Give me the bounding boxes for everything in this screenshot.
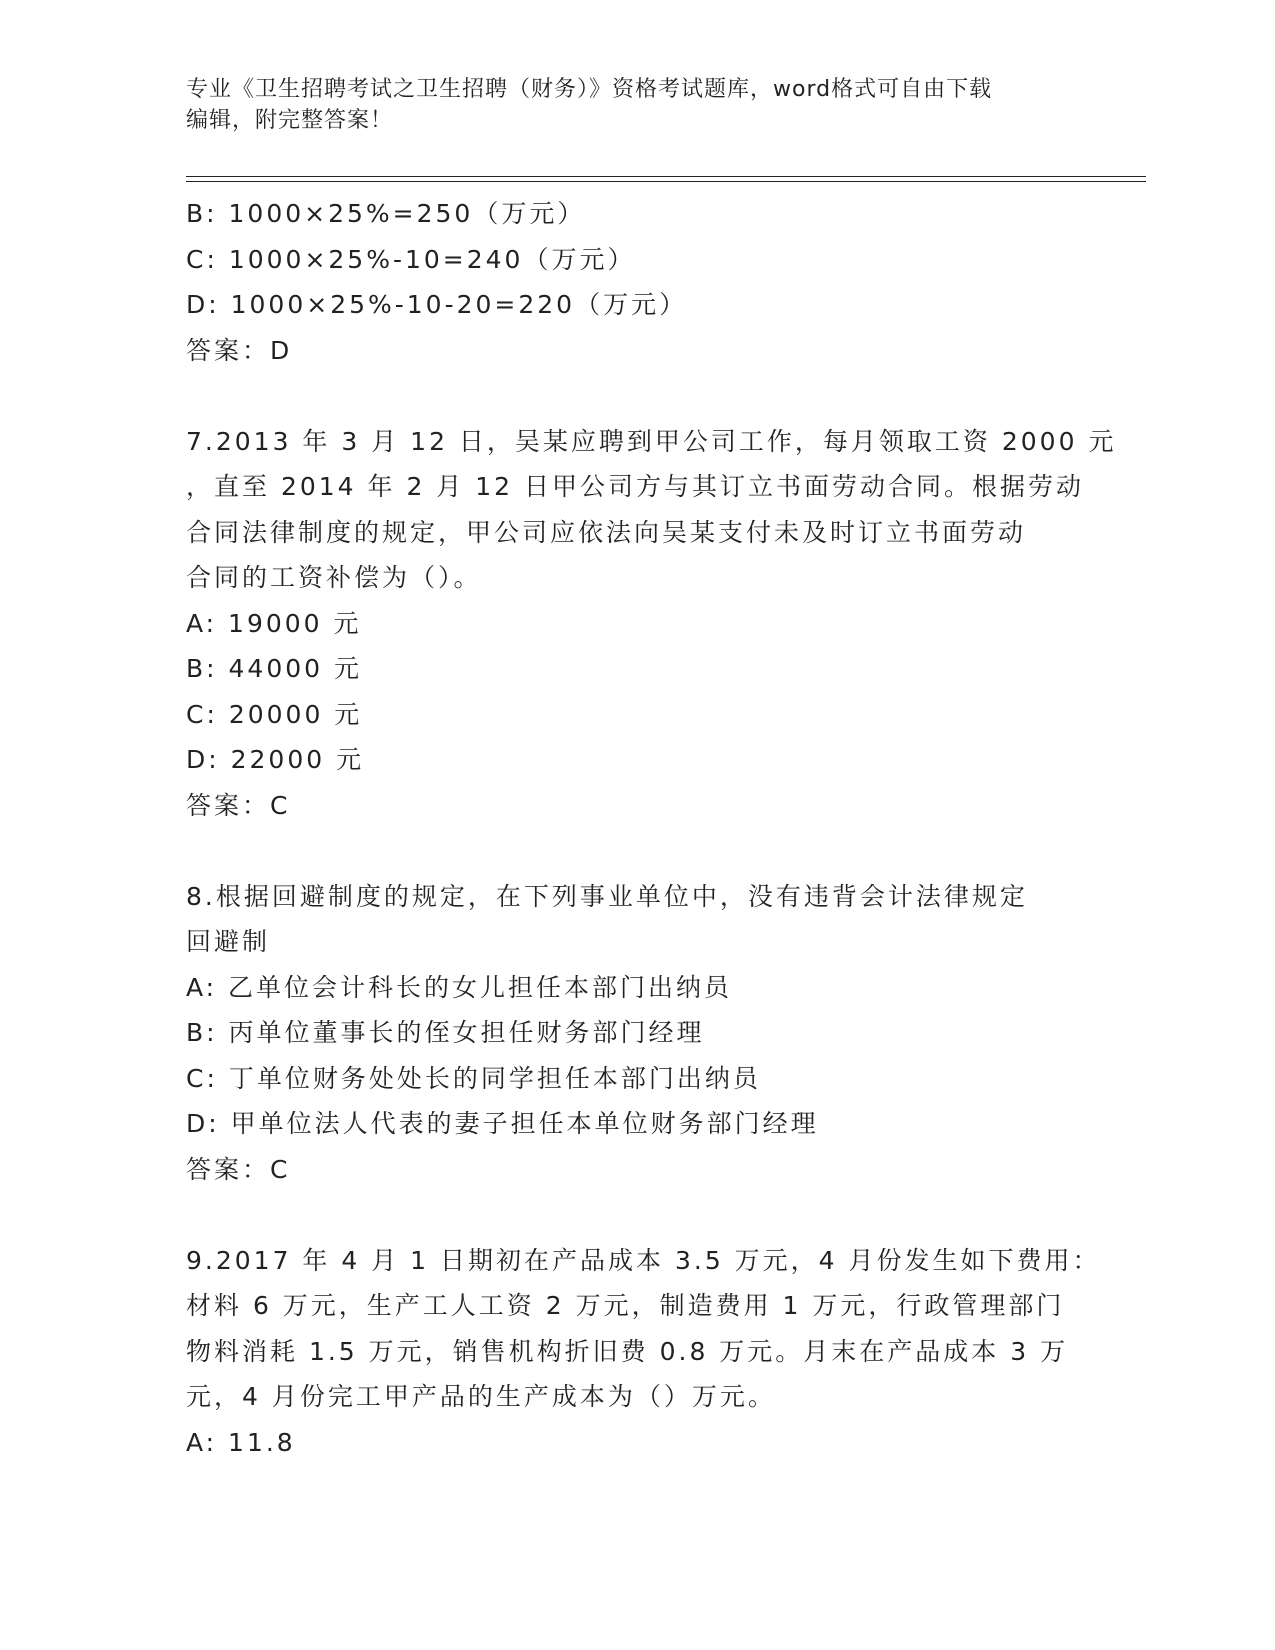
q7-option-d: D: 22000 元 <box>186 745 365 774</box>
spacer <box>186 1192 1086 1238</box>
q7-answer: 答案：C <box>186 790 291 820</box>
header-divider-top <box>186 176 1146 177</box>
q6-option-b: B: 1000×25%=250（万元） <box>186 199 586 228</box>
spacer <box>186 373 1086 419</box>
question-7 <box>186 419 1117 829</box>
q9-stem-line: 9.2017 年 4 月 1 日期初在产品成本 3.5 万元，4 月份发生如下费用： <box>186 1245 1101 1275</box>
q8-answer: 答案：C <box>186 1154 291 1184</box>
question-content <box>186 191 1117 1465</box>
spacer <box>186 828 1086 874</box>
q9-stem-line: 物料消耗 1.5 万元，销售机构折旧费 0.8 万元。月末在产品成本 3 万 <box>186 1336 1069 1366</box>
question-9 <box>186 1238 1101 1466</box>
q7-stem-line: ，直至 2014 年 2 月 12 日甲公司方与其订立书面劳动合同。根据劳动 <box>186 472 1085 501</box>
q7-stem-line: 合同法律制度的规定，甲公司应依法向吴某支付未及时订立书面劳动 <box>186 517 1027 547</box>
q7-option-b: B: 44000 元 <box>186 654 362 683</box>
document-header <box>186 74 1086 136</box>
header-line-2: 编辑，附完整答案！ <box>186 108 394 133</box>
q7-stem-line: 7.2013 年 3 月 12 日，吴某应聘到甲公司工作，每月领取工资 2000 元 <box>186 426 1117 456</box>
q7-option-c: C: 20000 元 <box>186 699 363 729</box>
question-6-tail <box>186 191 1086 373</box>
q8-option-a: A: 乙单位会计科长的女儿担任本部门出纳员 <box>186 972 733 1002</box>
q8-stem-line: 回避制 <box>186 927 271 956</box>
question-8 <box>186 874 1086 1193</box>
q6-answer: 答案：D <box>186 335 293 365</box>
q6-option-d: D: 1000×25%-10-20=220（万元） <box>186 290 688 319</box>
q8-stem-line: 8.根据回避制度的规定，在下列事业单位中，没有违背会计法律规定 <box>186 881 1028 911</box>
q9-option-a: A: 11.8 <box>186 1427 296 1457</box>
q9-stem-line: 材料 6 万元，生产工人工资 2 万元，制造费用 1 万元，行政管理部门 <box>186 1291 1065 1320</box>
header-divider-bottom <box>186 181 1146 182</box>
header-line-1: 专业《卫生招聘考试之卫生招聘（财务）》资格考试题库，word格式可自由下载 <box>186 77 993 102</box>
q7-option-a: A: 19000 元 <box>186 608 362 638</box>
q8-option-b: B: 丙单位董事长的侄女担任财务部门经理 <box>186 1018 705 1047</box>
q8-option-c: C: 丁单位财务处处长的同学担任本部门出纳员 <box>186 1063 761 1093</box>
q6-option-c: C: 1000×25%-10=240（万元） <box>186 244 636 274</box>
q7-stem-line: 合同的工资补偿为（）。 <box>186 563 482 592</box>
q8-option-d: D: 甲单位法人代表的妻子担任本单位财务部门经理 <box>186 1109 819 1138</box>
q9-stem-line: 元，4 月份完工甲产品的生产成本为（）万元。 <box>186 1382 776 1411</box>
